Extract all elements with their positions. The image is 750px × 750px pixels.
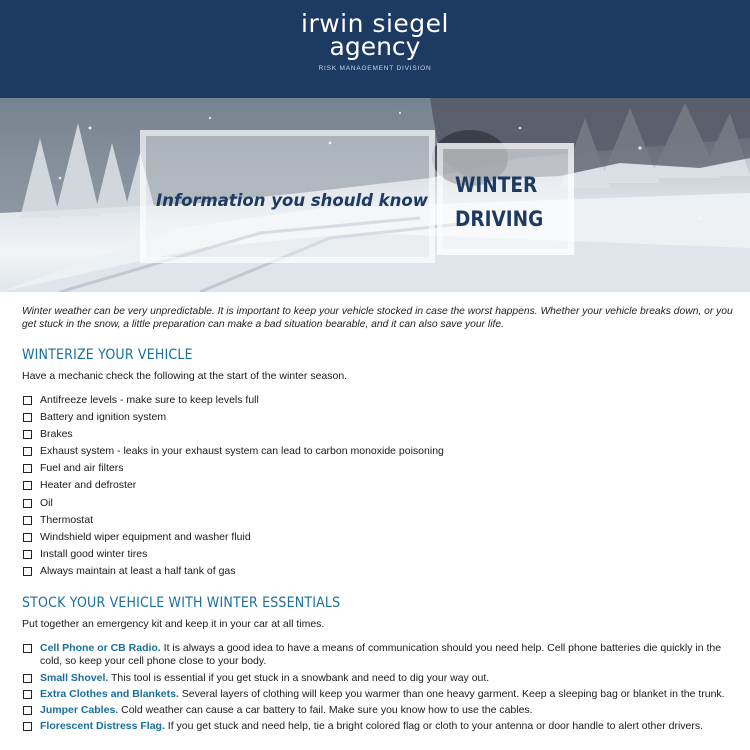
checklist-item-label: Exhaust system - leaks in your exhaust system can lead to carbon monoxide poisoning (40, 445, 444, 458)
brand-name-line1: irwin siegel (301, 9, 449, 38)
checkbox-icon (23, 516, 32, 525)
hero-title (455, 168, 552, 236)
emergency-kit-list (22, 642, 734, 737)
checklist-item (22, 479, 734, 496)
checklist-item-label: Battery and ignition system (40, 411, 167, 424)
checkbox-icon (23, 481, 32, 490)
kit-item-text: Cold weather can cause a car battery to fail. Make sure you know how to use the cables. (118, 704, 533, 717)
checkbox-icon (23, 550, 32, 559)
checklist-item (22, 411, 734, 428)
hero-title-line2: DRIVING (455, 207, 544, 231)
checklist-item (22, 548, 734, 565)
kit-item-text: Several layers of clothing will keep you warmer than one heavy garment. Keep a sleeping bag or blanket in the trunk. (178, 687, 725, 700)
kit-item-name: Jumper Cables. (40, 704, 119, 717)
kit-item-text: It is always a good idea to have a means of communication should you need help. Cell phone batteries die quickly in the cold, so keep your cell phone close to your body. (40, 642, 722, 668)
kit-item-text: If you get stuck and need help, tie a bright colored flag or cloth to your antenna or door handle to alert other drivers. (164, 720, 704, 733)
checklist-item-label: Brakes (40, 428, 73, 441)
kit-item (22, 704, 734, 717)
division-label: RISK MANAGEMENT DIVISION (318, 65, 432, 72)
checkbox-icon (23, 464, 32, 473)
checklist-item (22, 531, 734, 548)
header-banner (0, 0, 750, 80)
checklist-item (22, 445, 734, 462)
checklist-item-label: Antifreeze levels - make sure to keep levels full (40, 394, 259, 406)
winterize-heading: WINTERIZE YOUR VEHICLE (22, 347, 193, 363)
checklist-item (22, 428, 734, 445)
winterize-checklist (22, 394, 734, 582)
kit-item (22, 688, 734, 701)
checklist-item (22, 462, 734, 479)
stock-lead: Put together an emergency kit and keep it in your car at all times. (22, 618, 325, 630)
checkbox-icon (23, 644, 32, 653)
hero-image (0, 98, 750, 292)
hero-title-line1: WINTER (455, 173, 538, 197)
checklist-item-label: Always maintain at least a half tank of gas (40, 564, 236, 577)
checklist-item-label: Install good winter tires (40, 547, 148, 560)
winterize-lead: Have a mechanic check the following at the start of the winter season. (22, 370, 348, 382)
hero-tagline: Information you should know (156, 191, 428, 210)
checkbox-icon (23, 430, 32, 439)
checkbox-icon (23, 690, 32, 699)
kit-item (22, 642, 734, 669)
header-band (0, 80, 750, 98)
kit-item-name: Small Shovel. (40, 671, 109, 684)
kit-item-name: Cell Phone or CB Radio. (40, 642, 161, 654)
checkbox-icon (23, 674, 32, 683)
checkbox-icon (23, 567, 32, 576)
checklist-item (22, 514, 734, 531)
checklist-item (22, 394, 734, 411)
checklist-item (22, 565, 734, 582)
checklist-item-label: Fuel and air filters (40, 462, 124, 475)
checkbox-icon (23, 396, 32, 405)
intro-paragraph: Winter weather can be very unpredictable. It is important to keep your vehicle stocked in case the worst happens. Whether your vehicle breaks down, or you get stuck in the snow, a little preparation can make a bad situation bearable, and it can also save your life. (22, 306, 733, 330)
checklist-item-label: Heater and defroster (40, 479, 137, 492)
checkbox-icon (23, 447, 32, 456)
kit-item-name: Extra Clothes and Blankets. (40, 687, 179, 700)
checklist-item-label: Thermostat (40, 513, 94, 526)
kit-item-name: Florescent Distress Flag. (40, 720, 165, 733)
kit-item-text: This tool is essential if you get stuck in a snowbank and need to dig your way out. (108, 671, 490, 684)
kit-item (22, 720, 734, 733)
checkbox-icon (23, 533, 32, 542)
checklist-item-label: Windshield wiper equipment and washer fluid (40, 530, 251, 543)
checkbox-icon (23, 499, 32, 508)
checklist-item (22, 497, 734, 514)
checkbox-icon (23, 413, 32, 422)
checkbox-icon (23, 706, 32, 715)
kit-item (22, 672, 734, 685)
checkbox-icon (23, 722, 32, 731)
brand-name-line2: agency (329, 32, 421, 61)
stock-heading: STOCK YOUR VEHICLE WITH WINTER ESSENTIALS (22, 595, 341, 611)
checklist-item-label: Oil (40, 496, 53, 509)
